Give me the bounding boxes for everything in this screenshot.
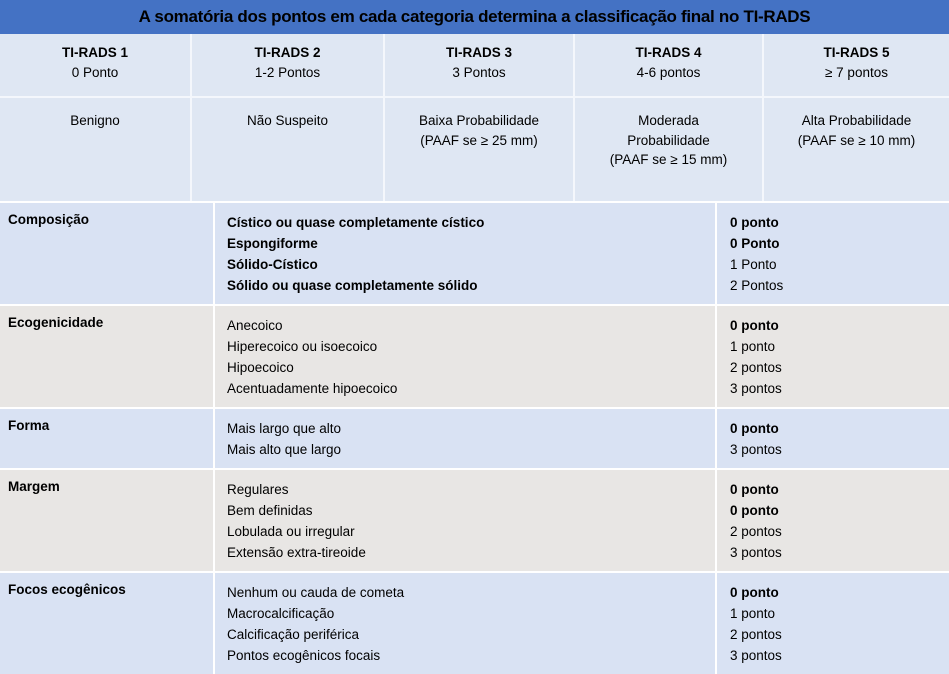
category-description-line: (PAAF se ≥ 10 mm) bbox=[797, 132, 916, 148]
feature-point-value: 1 Ponto bbox=[730, 257, 777, 272]
feature-points-focos-ecogenicos bbox=[715, 573, 949, 674]
category-points: 0 Ponto bbox=[71, 64, 119, 80]
feature-items-forma bbox=[213, 409, 715, 468]
feature-item: Mais alto que largo bbox=[227, 442, 342, 457]
category-description-line: Alta Probabilidade bbox=[801, 113, 912, 128]
feature-item: Calcificação periférica bbox=[227, 627, 360, 642]
category-header-row bbox=[0, 34, 949, 96]
feature-item: Hipoecoico bbox=[227, 360, 294, 375]
feature-point-value: 0 Ponto bbox=[730, 236, 780, 251]
feature-point-value: 3 pontos bbox=[730, 381, 782, 396]
table-title: A somatória dos pontos em cada categoria determina a classificação final no TI-RADS bbox=[138, 7, 811, 26]
feature-item: Extensão extra-tireoide bbox=[227, 545, 366, 560]
category-name: TI-RADS 3 bbox=[445, 45, 512, 60]
feature-point-value: 2 pontos bbox=[730, 360, 782, 375]
feature-section-forma bbox=[0, 407, 949, 468]
category-name: TI-RADS 2 bbox=[254, 45, 321, 60]
feature-section-margem bbox=[0, 468, 949, 571]
category-name: TI-RADS 5 bbox=[823, 45, 890, 60]
feature-item: Mais largo que alto bbox=[227, 421, 342, 436]
feature-point-value: 3 pontos bbox=[730, 648, 782, 663]
category-header-ti-rads-1 bbox=[0, 34, 190, 96]
feature-point-value: 3 pontos bbox=[730, 442, 782, 457]
feature-item: Acentuadamente hipoecoico bbox=[227, 381, 398, 396]
feature-items-ecogenicidade bbox=[213, 306, 715, 407]
feature-items-composicao bbox=[213, 203, 715, 304]
feature-item: Sólido ou quase completamente sólido bbox=[227, 278, 478, 293]
feature-point-value: 0 ponto bbox=[730, 421, 779, 436]
feature-section-composicao bbox=[0, 201, 949, 304]
feature-items-focos-ecogenicos bbox=[213, 573, 715, 674]
feature-point-value: 3 pontos bbox=[730, 545, 782, 560]
feature-item: Nenhum ou cauda de cometa bbox=[227, 585, 405, 600]
feature-item: Regulares bbox=[227, 482, 289, 497]
category-points: 4-6 pontos bbox=[636, 64, 701, 80]
category-description-line: Moderada bbox=[638, 113, 699, 128]
feature-label-margem: Margem bbox=[8, 479, 60, 494]
category-description-ti-rads-3 bbox=[383, 98, 573, 201]
category-points: ≥ 7 pontos bbox=[825, 64, 888, 80]
category-description-ti-rads-4 bbox=[573, 98, 762, 201]
category-description-line: Não Suspeito bbox=[246, 113, 329, 128]
category-description-ti-rads-1 bbox=[0, 98, 190, 201]
feature-item: Hiperecoico ou isoecoico bbox=[227, 339, 378, 354]
category-description-line: Probabilidade bbox=[627, 132, 710, 148]
feature-item: Sólido-Cístico bbox=[227, 257, 318, 272]
feature-section-focos-ecogenicos bbox=[0, 571, 949, 674]
category-description-line: Baixa Probabilidade bbox=[418, 113, 540, 128]
feature-point-value: 0 ponto bbox=[730, 585, 779, 600]
feature-points-forma bbox=[715, 409, 949, 468]
category-header-ti-rads-2 bbox=[190, 34, 383, 96]
feature-point-value: 1 ponto bbox=[730, 606, 776, 621]
feature-point-value: 2 Pontos bbox=[730, 278, 784, 293]
category-description-ti-rads-2 bbox=[190, 98, 383, 201]
category-header-ti-rads-4 bbox=[573, 34, 762, 96]
feature-label-composicao: Composição bbox=[8, 212, 90, 227]
category-name: TI-RADS 4 bbox=[635, 45, 702, 60]
feature-sections bbox=[0, 201, 949, 674]
feature-item: Anecoico bbox=[227, 318, 283, 333]
category-description-row bbox=[0, 98, 949, 201]
category-header-ti-rads-3 bbox=[383, 34, 573, 96]
category-description-line: Benigno bbox=[70, 113, 120, 128]
table-title-bar bbox=[0, 0, 949, 34]
feature-points-composicao bbox=[715, 203, 949, 304]
feature-point-value: 0 ponto bbox=[730, 503, 779, 518]
feature-item: Pontos ecogênicos focais bbox=[227, 648, 381, 663]
category-description-line: (PAAF se ≥ 15 mm) bbox=[609, 152, 728, 168]
feature-item: Espongiforme bbox=[227, 236, 318, 251]
feature-point-value: 0 ponto bbox=[730, 482, 779, 497]
feature-label-forma: Forma bbox=[8, 418, 50, 433]
category-points: 3 Pontos bbox=[452, 64, 506, 80]
feature-point-value: 0 ponto bbox=[730, 215, 779, 230]
feature-item: Cístico ou quase completamente cístico bbox=[227, 215, 485, 230]
feature-item: Bem definidas bbox=[227, 503, 313, 518]
category-name: TI-RADS 1 bbox=[61, 45, 128, 60]
feature-point-value: 1 ponto bbox=[730, 339, 776, 354]
category-points: 1-2 Pontos bbox=[254, 64, 321, 80]
feature-points-margem bbox=[715, 470, 949, 571]
category-header-ti-rads-5 bbox=[762, 34, 949, 96]
feature-label-focos-ecogenicos: Focos ecogênicos bbox=[8, 582, 126, 597]
category-description-line: (PAAF se ≥ 25 mm) bbox=[420, 132, 538, 148]
feature-point-value: 2 pontos bbox=[730, 524, 782, 539]
feature-item: Lobulada ou irregular bbox=[227, 524, 355, 539]
feature-point-value: 0 ponto bbox=[730, 318, 779, 333]
feature-points-ecogenicidade bbox=[715, 306, 949, 407]
feature-items-margem bbox=[213, 470, 715, 571]
category-description-ti-rads-5 bbox=[762, 98, 949, 201]
feature-label-ecogenicidade: Ecogenicidade bbox=[8, 315, 104, 330]
feature-item: Macrocalcificação bbox=[227, 606, 335, 621]
feature-section-ecogenicidade bbox=[0, 304, 949, 407]
feature-point-value: 2 pontos bbox=[730, 627, 782, 642]
